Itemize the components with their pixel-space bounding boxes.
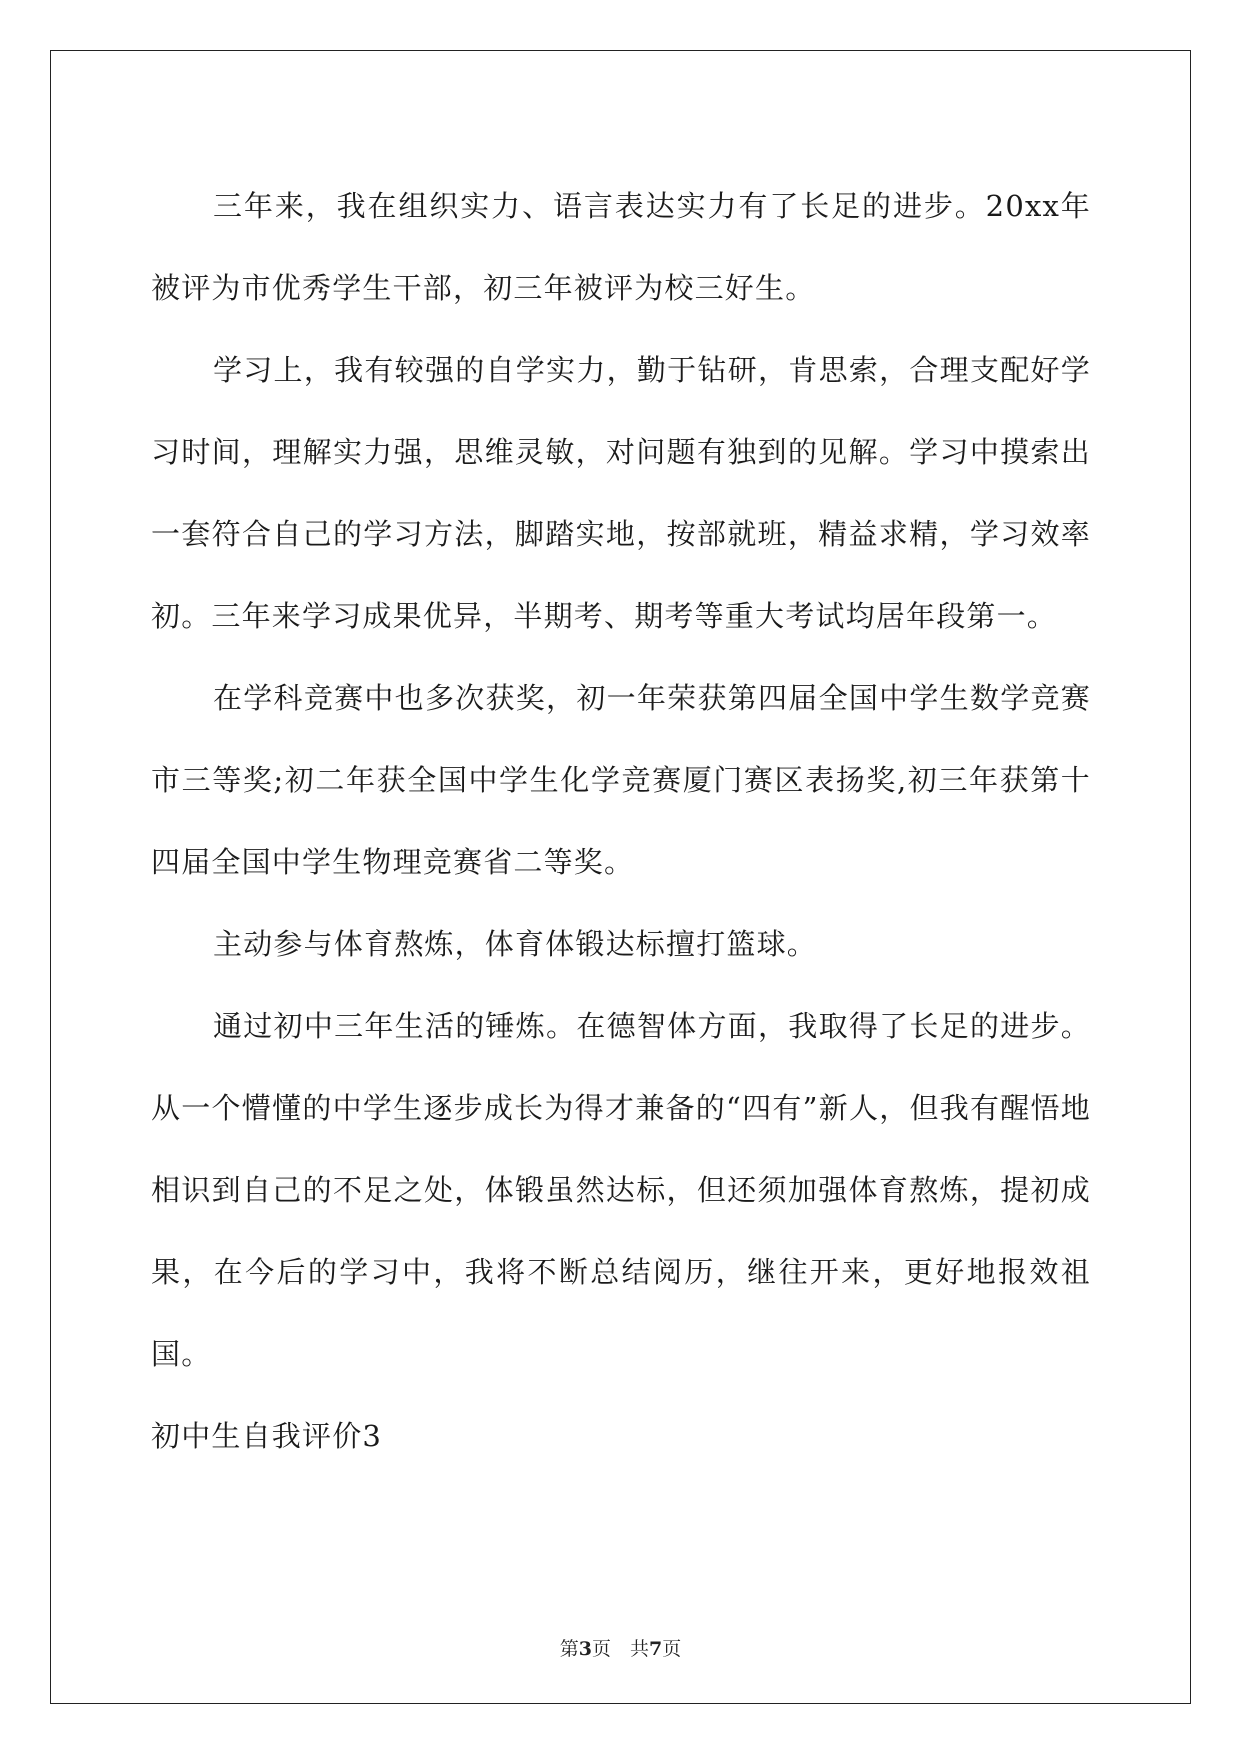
paragraph-2: 学习上，我有较强的自学实力，勤于钻研，肯思索，合理支配好学习时间，理解实力强，思维灵敏，对问题有独到的见解。学习中摸索出一套符合自己的学习方法，脚踏实地，按部就班，精益求精，学习效率初。三年来学习成果优异，半期考、期考等重大考试均居年段第一。 — [151, 353, 1091, 633]
section-heading: 初中生自我评价3 — [151, 1419, 383, 1453]
document-body — [151, 165, 1091, 1477]
paragraph-5: 通过初中三年生活的锤炼。在德智体方面，我取得了长足的进步。从一个懵懂的中学生逐步成长为得才兼备的“四有”新人，但我有醒悟地相识到自己的不足之处，体锻虽然达标，但还须加强体育熬炼，提初成果，在今后的学习中，我将不断总结阅历，继往开来，更好地报效祖国。 — [151, 1009, 1091, 1371]
page-mid: 页 共 — [591, 1638, 649, 1660]
page-total: 7 — [649, 1638, 663, 1660]
paragraph-3: 在学科竞赛中也多次获奖，初一年荣获第四届全国中学生数学竞赛市三等奖;初二年获全国中学生化学竞赛厦门赛区表扬奖,初三年获第十四届全国中学生物理竞赛省二等奖。 — [151, 681, 1091, 879]
paragraph-1: 三年来，我在组织实力、语言表达实力有了长足的进步。20xx年被评为市优秀学生干部，初三年被评为校三好生。 — [151, 189, 1091, 305]
page-suffix: 页 — [662, 1638, 682, 1660]
page-footer — [0, 1634, 1241, 1661]
paragraph-4: 主动参与体育熬炼，体育体锻达标擅打篮球。 — [213, 927, 818, 961]
page-current: 3 — [578, 1638, 592, 1660]
page-prefix: 第 — [559, 1638, 579, 1660]
